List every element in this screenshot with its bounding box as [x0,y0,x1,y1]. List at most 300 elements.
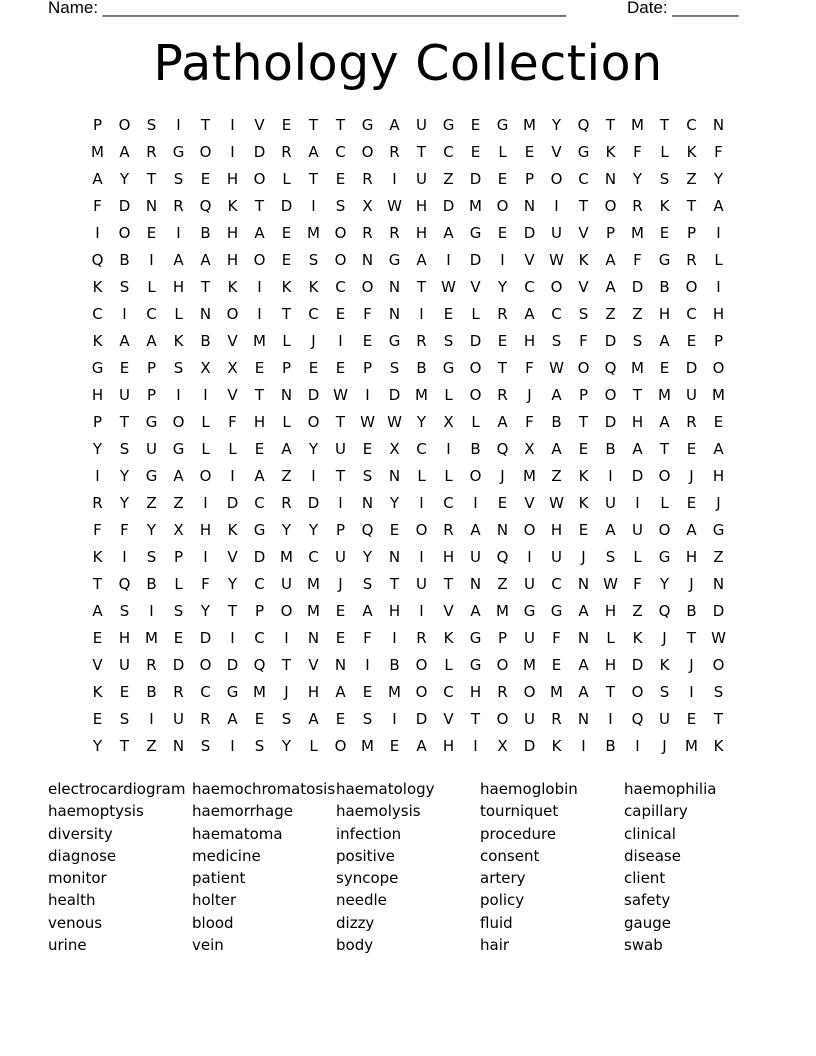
grid-letter[interactable]: Y [308,439,319,458]
grid-letter[interactable]: V [443,601,454,620]
grid-letter[interactable]: G [658,547,671,566]
grid-letter[interactable]: H [172,277,185,296]
grid-letter[interactable]: T [659,115,670,134]
grid-letter[interactable]: N [388,304,401,323]
grid-letter[interactable]: S [659,682,670,701]
grid-letter[interactable]: H [415,196,428,215]
grid-letter[interactable]: D [442,196,455,215]
grid-letter[interactable]: N [577,574,590,593]
grid-letter[interactable]: R [92,493,103,512]
grid-letter[interactable]: P [146,385,157,404]
grid-letter[interactable]: E [281,250,292,269]
grid-letter[interactable]: E [335,358,346,377]
grid-letter[interactable]: S [632,331,643,350]
grid-letter[interactable]: L [714,250,723,269]
grid-letter[interactable]: R [416,628,427,647]
grid-letter[interactable]: K [632,628,643,647]
grid-letter[interactable]: W [387,196,402,215]
grid-letter[interactable]: R [389,142,400,161]
grid-letter[interactable]: U [551,547,562,566]
grid-letter[interactable]: J [689,574,694,593]
grid-letter[interactable]: O [658,466,671,485]
grid-letter[interactable]: P [92,115,103,134]
grid-letter[interactable]: Y [416,412,427,431]
grid-letter[interactable]: A [308,709,319,728]
grid-letter[interactable]: J [527,385,532,404]
grid-letter[interactable]: R [173,682,184,701]
grid-letter[interactable]: X [227,358,238,377]
grid-letter[interactable]: W [711,628,726,647]
grid-letter[interactable]: T [119,412,130,431]
grid-letter[interactable]: K [578,250,589,269]
grid-letter[interactable]: R [686,412,697,431]
grid-letter[interactable]: K [281,277,292,296]
grid-letter[interactable]: I [176,223,181,242]
grid-letter[interactable]: G [550,601,563,620]
grid-letter[interactable]: J [311,331,316,350]
grid-letter[interactable]: W [603,574,618,593]
grid-letter[interactable]: A [389,115,400,134]
grid-letter[interactable]: R [200,709,211,728]
grid-letter[interactable]: I [365,655,370,674]
grid-letter[interactable]: P [362,358,373,377]
grid-letter[interactable]: H [631,412,644,431]
grid-letter[interactable]: O [253,250,266,269]
grid-letter[interactable]: T [335,412,346,431]
grid-letter[interactable]: G [145,466,158,485]
grid-letter[interactable]: Y [659,574,670,593]
grid-letter[interactable]: M [631,223,644,242]
grid-letter[interactable]: Y [200,601,211,620]
grid-letter[interactable]: M [523,115,536,134]
grid-letter[interactable]: I [716,223,721,242]
grid-letter[interactable]: G [496,115,509,134]
grid-letter[interactable]: N [523,196,536,215]
grid-letter[interactable]: Z [281,466,292,485]
grid-letter[interactable]: E [524,142,535,161]
grid-letter[interactable]: M [631,358,644,377]
grid-letter[interactable]: T [335,466,346,485]
grid-letter[interactable]: I [338,331,343,350]
grid-letter[interactable]: N [577,628,590,647]
grid-letter[interactable]: S [119,601,130,620]
grid-letter[interactable]: I [608,709,613,728]
grid-letter[interactable]: Z [632,601,643,620]
grid-letter[interactable]: L [606,628,615,647]
grid-letter[interactable]: U [119,385,130,404]
grid-letter[interactable]: C [686,304,697,323]
grid-letter[interactable]: O [361,277,374,296]
grid-letter[interactable]: I [500,250,505,269]
grid-letter[interactable]: T [578,196,589,215]
grid-letter[interactable]: R [686,250,697,269]
grid-letter[interactable]: P [713,331,724,350]
grid-letter[interactable]: W [549,250,564,269]
grid-letter[interactable]: A [551,385,562,404]
grid-letter[interactable]: Q [91,250,104,269]
grid-letter[interactable]: P [335,520,346,539]
grid-letter[interactable]: V [578,277,589,296]
grid-letter[interactable]: U [659,709,670,728]
grid-letter[interactable]: H [604,655,617,674]
grid-letter[interactable]: I [284,628,289,647]
grid-letter[interactable]: D [631,655,644,674]
grid-letter[interactable]: E [200,169,211,188]
grid-letter[interactable]: N [712,574,725,593]
grid-letter[interactable]: A [686,520,697,539]
grid-letter[interactable]: C [443,142,454,161]
grid-letter[interactable]: H [442,547,455,566]
grid-letter[interactable]: F [714,142,723,161]
grid-letter[interactable]: O [334,250,347,269]
grid-letter[interactable]: C [443,493,454,512]
grid-letter[interactable]: H [550,520,563,539]
grid-letter[interactable]: S [443,331,454,350]
grid-letter[interactable]: C [92,304,103,323]
grid-letter[interactable]: E [146,223,157,242]
grid-letter[interactable]: Q [118,574,131,593]
grid-letter[interactable]: A [416,736,427,755]
grid-letter[interactable]: H [199,520,212,539]
grid-letter[interactable]: K [551,736,562,755]
grid-letter[interactable]: S [362,466,373,485]
grid-letter[interactable]: P [686,223,697,242]
grid-letter[interactable]: K [227,520,238,539]
grid-letter[interactable]: E [578,520,589,539]
grid-letter[interactable]: M [469,196,482,215]
grid-letter[interactable]: O [658,520,671,539]
grid-letter[interactable]: U [119,655,130,674]
grid-letter[interactable]: Y [713,169,724,188]
grid-letter[interactable]: R [497,682,508,701]
grid-letter[interactable]: J [662,736,667,755]
grid-letter[interactable]: E [578,439,589,458]
grid-letter[interactable]: E [92,628,103,647]
grid-letter[interactable]: W [549,358,564,377]
grid-letter[interactable]: O [685,277,698,296]
grid-letter[interactable]: I [257,277,262,296]
grid-letter[interactable]: A [281,439,292,458]
grid-letter[interactable]: I [311,196,316,215]
grid-letter[interactable]: U [335,547,346,566]
grid-letter[interactable]: N [577,709,590,728]
grid-letter[interactable]: L [417,466,426,485]
grid-letter[interactable]: B [686,601,697,620]
grid-letter[interactable]: E [497,331,508,350]
grid-letter[interactable]: O [577,358,590,377]
grid-letter[interactable]: I [203,493,208,512]
grid-letter[interactable]: B [470,439,481,458]
grid-letter[interactable]: Y [92,736,103,755]
grid-letter[interactable]: U [281,574,292,593]
grid-letter[interactable]: G [388,250,401,269]
grid-letter[interactable]: I [527,547,532,566]
grid-letter[interactable]: D [469,250,482,269]
grid-letter[interactable]: E [119,682,130,701]
grid-letter[interactable]: F [552,628,561,647]
grid-letter[interactable]: C [308,547,319,566]
grid-letter[interactable]: I [392,169,397,188]
grid-letter[interactable]: M [523,466,536,485]
grid-letter[interactable]: Y [497,277,508,296]
grid-letter[interactable]: R [281,142,292,161]
grid-letter[interactable]: N [361,250,374,269]
grid-letter[interactable]: B [389,655,400,674]
grid-letter[interactable]: I [473,493,478,512]
grid-letter[interactable]: E [389,520,400,539]
grid-letter[interactable]: T [605,682,616,701]
grid-letter[interactable]: M [307,223,320,242]
grid-letter[interactable]: J [338,574,343,593]
grid-letter[interactable]: H [469,682,482,701]
grid-letter[interactable]: A [146,331,157,350]
grid-letter[interactable]: U [686,385,697,404]
grid-letter[interactable]: G [253,520,266,539]
grid-letter[interactable]: F [363,628,372,647]
grid-letter[interactable]: F [579,331,588,350]
grid-letter[interactable]: Z [551,466,562,485]
grid-letter[interactable]: E [362,331,373,350]
grid-letter[interactable]: I [419,304,424,323]
grid-letter[interactable]: C [335,142,346,161]
grid-letter[interactable]: I [203,547,208,566]
grid-letter[interactable]: O [199,142,212,161]
grid-letter[interactable]: I [230,736,235,755]
grid-letter[interactable]: E [443,304,454,323]
grid-letter[interactable]: I [230,115,235,134]
grid-letter[interactable]: D [631,466,644,485]
grid-letter[interactable]: I [203,385,208,404]
grid-letter[interactable]: R [173,196,184,215]
grid-letter[interactable]: I [149,601,154,620]
grid-letter[interactable]: T [146,169,157,188]
grid-letter[interactable]: O [469,385,482,404]
grid-letter[interactable]: Q [199,196,212,215]
grid-letter[interactable]: X [362,196,373,215]
grid-letter[interactable]: W [387,412,402,431]
grid-letter[interactable]: S [659,169,670,188]
grid-letter[interactable]: K [308,277,319,296]
grid-letter[interactable]: Z [146,493,157,512]
grid-letter[interactable]: N [604,169,617,188]
grid-letter[interactable]: N [307,628,320,647]
grid-letter[interactable]: P [524,169,535,188]
grid-letter[interactable]: T [281,304,292,323]
grid-letter[interactable]: A [254,223,265,242]
grid-letter[interactable]: M [307,574,320,593]
grid-letter[interactable]: E [362,682,373,701]
grid-letter[interactable]: T [308,115,319,134]
grid-letter[interactable]: G [469,655,482,674]
grid-letter[interactable]: O [496,196,509,215]
grid-letter[interactable]: Y [119,493,130,512]
grid-letter[interactable]: A [443,223,454,242]
grid-letter[interactable]: Q [253,655,266,674]
grid-letter[interactable]: E [281,223,292,242]
grid-letter[interactable]: C [200,682,211,701]
grid-letter[interactable]: G [712,520,725,539]
grid-letter[interactable]: M [253,682,266,701]
grid-letter[interactable]: C [308,304,319,323]
grid-letter[interactable]: G [469,223,482,242]
grid-letter[interactable]: T [308,169,319,188]
grid-letter[interactable]: S [578,304,589,323]
grid-letter[interactable]: T [713,709,724,728]
grid-letter[interactable]: B [416,358,427,377]
grid-letter[interactable]: X [389,439,400,458]
grid-letter[interactable]: K [227,277,238,296]
grid-letter[interactable]: Z [443,169,454,188]
grid-letter[interactable]: G [523,601,536,620]
grid-letter[interactable]: Z [497,574,508,593]
grid-letter[interactable]: P [254,601,265,620]
grid-letter[interactable]: T [416,277,427,296]
grid-letter[interactable]: M [685,736,698,755]
grid-letter[interactable]: S [119,277,130,296]
grid-letter[interactable]: O [631,682,644,701]
grid-letter[interactable]: E [335,601,346,620]
grid-letter[interactable]: T [686,628,697,647]
grid-letter[interactable]: E [254,709,265,728]
grid-letter[interactable]: T [389,574,400,593]
grid-letter[interactable]: O [604,196,617,215]
grid-letter[interactable]: S [146,115,157,134]
grid-letter[interactable]: D [712,601,725,620]
grid-letter[interactable]: C [578,169,589,188]
grid-letter[interactable]: H [253,412,266,431]
grid-letter[interactable]: V [470,277,481,296]
grid-letter[interactable]: T [686,196,697,215]
grid-letter[interactable]: L [282,169,291,188]
grid-letter[interactable]: A [119,142,130,161]
grid-letter[interactable]: K [92,682,103,701]
grid-letter[interactable]: G [226,682,239,701]
grid-letter[interactable]: U [524,628,535,647]
grid-letter[interactable]: H [226,250,239,269]
grid-letter[interactable]: D [469,169,482,188]
grid-letter[interactable]: Z [632,304,643,323]
grid-letter[interactable]: G [172,142,185,161]
grid-letter[interactable]: E [497,223,508,242]
grid-letter[interactable]: L [660,142,669,161]
grid-letter[interactable]: E [551,655,562,674]
grid-letter[interactable]: I [338,493,343,512]
grid-letter[interactable]: S [551,331,562,350]
grid-letter[interactable]: U [632,520,643,539]
grid-letter[interactable]: V [524,493,535,512]
grid-letter[interactable]: M [253,331,266,350]
grid-letter[interactable]: M [523,655,536,674]
grid-letter[interactable]: U [551,223,562,242]
grid-letter[interactable]: F [633,574,642,593]
grid-letter[interactable]: G [442,358,455,377]
grid-letter[interactable]: D [604,331,617,350]
grid-letter[interactable]: C [686,115,697,134]
grid-letter[interactable]: G [145,412,158,431]
grid-letter[interactable]: J [662,628,667,647]
grid-letter[interactable]: Y [119,466,130,485]
grid-letter[interactable]: O [199,466,212,485]
grid-letter[interactable]: E [470,115,481,134]
grid-letter[interactable]: E [119,358,130,377]
grid-letter[interactable]: T [605,115,616,134]
grid-letter[interactable]: Z [713,547,724,566]
grid-letter[interactable]: O [172,412,185,431]
grid-letter[interactable]: L [471,304,480,323]
grid-letter[interactable]: J [500,466,505,485]
grid-letter[interactable]: I [554,196,559,215]
grid-letter[interactable]: P [578,385,589,404]
grid-letter[interactable]: O [550,169,563,188]
grid-letter[interactable]: L [309,736,318,755]
grid-letter[interactable]: M [496,601,509,620]
grid-letter[interactable]: J [716,493,721,512]
grid-letter[interactable]: H [658,304,671,323]
grid-letter[interactable]: E [254,439,265,458]
grid-letter[interactable]: A [335,682,346,701]
grid-letter[interactable]: H [91,385,104,404]
grid-letter[interactable]: B [605,439,616,458]
grid-letter[interactable]: Y [227,574,238,593]
grid-letter[interactable]: B [659,277,670,296]
grid-letter[interactable]: I [419,547,424,566]
grid-letter[interactable]: X [443,412,454,431]
grid-letter[interactable]: R [551,709,562,728]
grid-letter[interactable]: N [280,385,293,404]
grid-letter[interactable]: N [496,520,509,539]
grid-letter[interactable]: O [118,115,131,134]
grid-letter[interactable]: M [550,682,563,701]
grid-letter[interactable]: Y [281,520,292,539]
grid-letter[interactable]: H [226,169,239,188]
grid-letter[interactable]: U [524,574,535,593]
grid-letter[interactable]: I [257,304,262,323]
grid-letter[interactable]: A [227,709,238,728]
grid-letter[interactable]: Q [496,547,509,566]
date-field[interactable]: Date: _______ [627,0,739,17]
grid-letter[interactable]: L [228,439,237,458]
grid-letter[interactable]: I [311,466,316,485]
grid-letter[interactable]: S [308,250,319,269]
grid-letter[interactable]: T [119,736,130,755]
grid-letter[interactable]: O [307,412,320,431]
grid-letter[interactable]: I [122,547,127,566]
grid-letter[interactable]: Q [658,601,671,620]
grid-letter[interactable]: P [605,223,616,242]
grid-letter[interactable]: N [172,736,185,755]
grid-letter[interactable]: A [254,466,265,485]
grid-letter[interactable]: I [473,736,478,755]
grid-letter[interactable]: E [497,169,508,188]
grid-letter[interactable]: N [712,115,725,134]
grid-letter[interactable]: H [415,223,428,242]
grid-letter[interactable]: T [92,574,103,593]
grid-letter[interactable]: P [281,358,292,377]
grid-letter[interactable]: K [578,466,589,485]
grid-letter[interactable]: O [712,358,725,377]
grid-letter[interactable]: A [578,601,589,620]
grid-letter[interactable]: H [442,736,455,755]
grid-letter[interactable]: F [228,412,237,431]
grid-letter[interactable]: J [284,682,289,701]
grid-letter[interactable]: W [360,412,375,431]
grid-letter[interactable]: E [281,115,292,134]
grid-letter[interactable]: K [92,277,103,296]
grid-letter[interactable]: D [604,412,617,431]
grid-letter[interactable]: R [497,304,508,323]
grid-letter[interactable]: N [388,547,401,566]
grid-letter[interactable]: K [605,142,616,161]
